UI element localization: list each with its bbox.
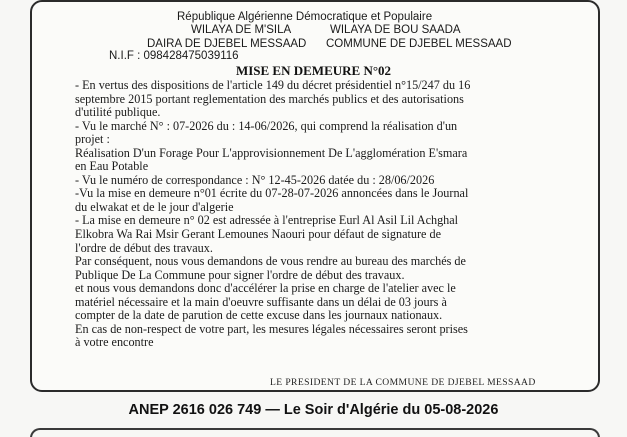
body-line: Elkobra Wa Rai Msir Gerant Lemounes Naouri pour défaut de signature de [75, 228, 441, 242]
body-line: Réalisation D'un Forage Pour L'approvisionnement De L'agglomération E'smara [75, 146, 468, 160]
next-notice-border [30, 428, 600, 437]
header-wilaya-msila: WILAYA DE M'SILA [191, 24, 292, 36]
body-line: - Vu le marché N° : 07-2026 du : 14-06/2026, qui comprend la réalisation d'un [75, 119, 458, 133]
body-line: -Vu la mise en demeure n°01 écrite du 07-28-07-2026 annoncées dans le Journal [75, 187, 469, 201]
header-republic: République Algérienne Démocratique et Populaire [177, 11, 433, 23]
header-wilaya-bou-saada: WILAYA DE BOU SAADA [330, 24, 461, 36]
body-line: - La mise en demeure n° 02 est adressée à l'entreprise Eurl Al Asil Lil Achghal [75, 214, 459, 228]
header-daira: DAIRA DE DJEBEL MESSAAD [147, 38, 307, 50]
signature-line: LE PRESIDENT DE LA COMMUNE DE DJEBEL MESSAAD [270, 377, 536, 388]
notice-body [75, 79, 565, 350]
body-line: - Vu le numéro de correspondance : N° 12-45-2026 datée du : 28/06/2026 [75, 173, 435, 187]
header-nif: N.I.F : 098428475039116 [109, 50, 239, 62]
body-line: à votre encontre [75, 336, 154, 350]
body-line: et nous vous demandons donc d'accélérer la prise en charge de l'atelier avec le [75, 282, 456, 296]
header-commune: COMMUNE DE DJEBEL MESSAAD [326, 38, 512, 50]
body-line: matériel nécessaire et la main d'oeuvre suffisante dans un délai de 03 jours à [75, 295, 447, 309]
body-line: d'utilité publique. [75, 106, 161, 120]
notice-title: MISE EN DEMEURE N°02 [235, 63, 392, 78]
body-line: en Eau Potable [75, 160, 149, 174]
body-line: - En vertus des dispositions de l'article 149 du décret présidentiel n°15/247 du 16 [75, 79, 471, 92]
publication-footer: ANEP 2616 026 749 — Le Soir d'Algérie du 05-08-2026 [128, 402, 499, 418]
body-line: du elwakat et de le jour d'algerie [75, 200, 234, 214]
body-line: l'ordre de début des travaux. [75, 241, 213, 255]
body-line: septembre 2015 portant reglementation des marchés publics et des autorisations [75, 92, 464, 106]
body-line: compter de la date de parution de cette excuse dans les journaux nationaux. [75, 309, 443, 323]
body-line: Par conséquent, nous vous demandons de vous rendre au bureau des marchés de [75, 255, 466, 269]
body-line: En cas de non-respect de votre part, les mesures légales nécessaires seront prises [75, 322, 468, 336]
body-line: Publique De La Commune pour signer l'ordre de début des travaux. [75, 268, 405, 282]
body-line: projet : [75, 133, 110, 147]
